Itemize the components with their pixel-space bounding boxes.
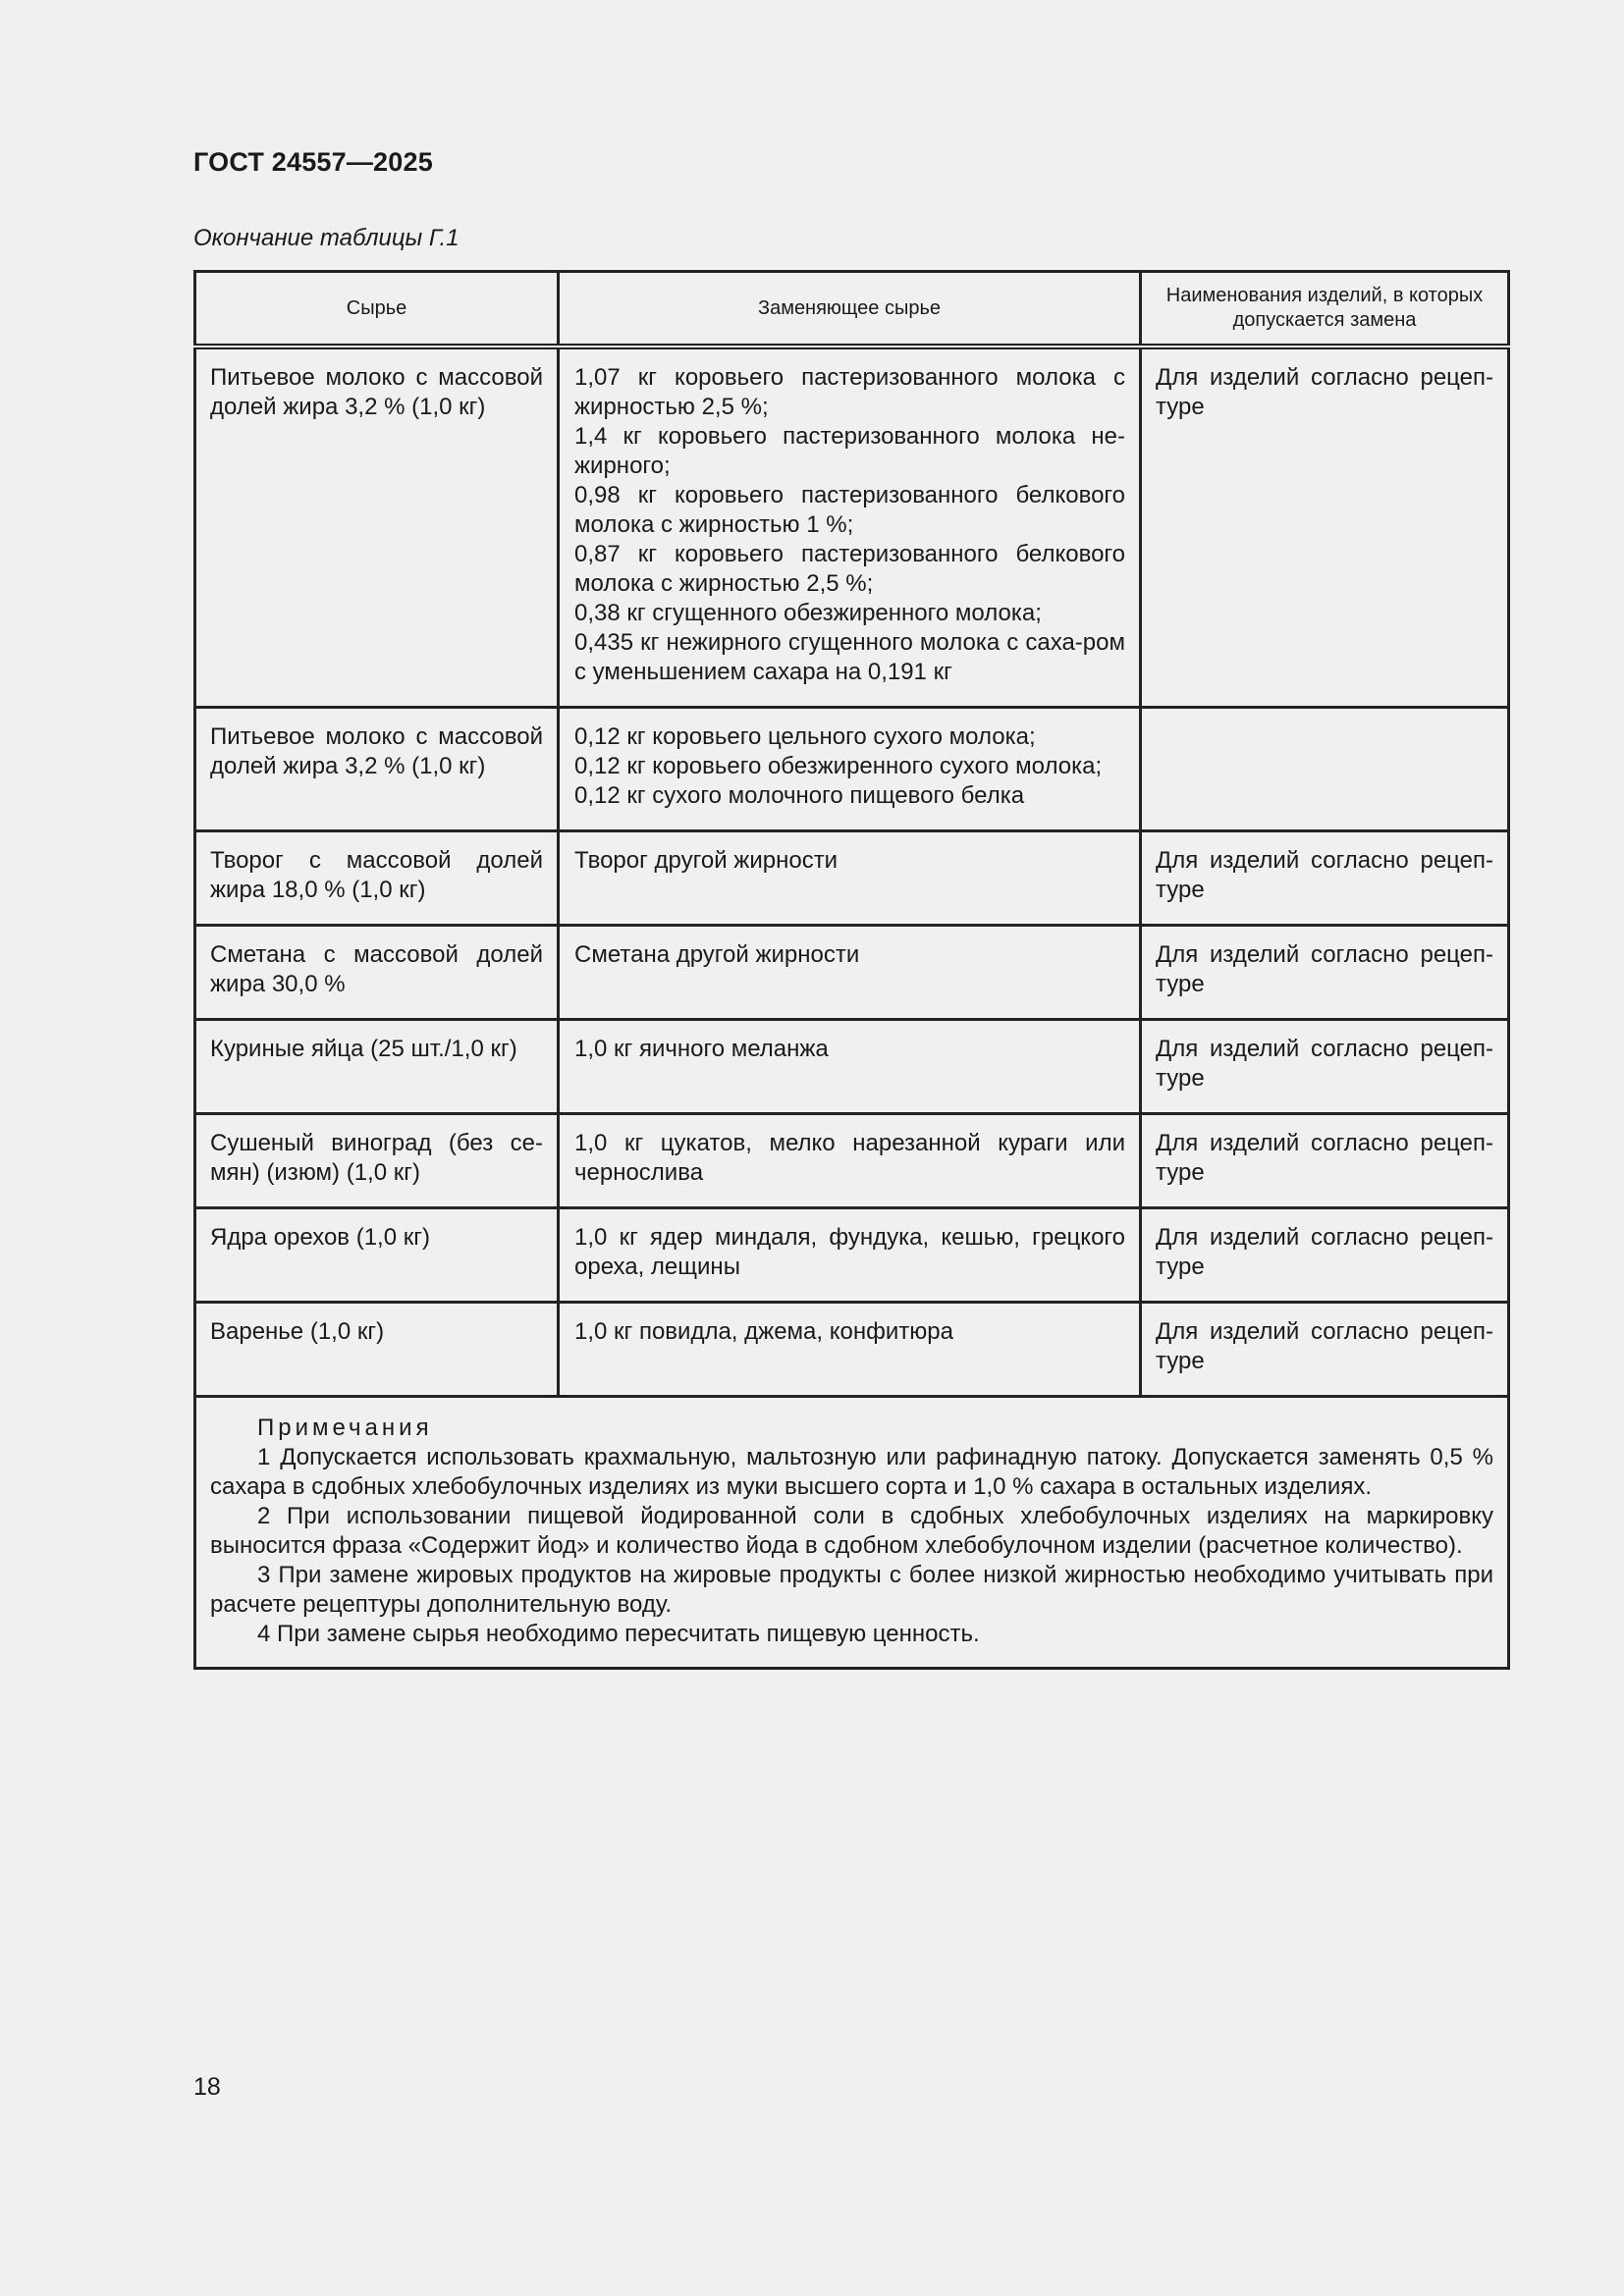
note-item: 2 При использовании пищевой йодированной соли в сдобных хлебобулочных изделиях на маркировку выносится фраза «Содержит йод» и количество йода в сдобном хлебобулочном изделии (расчетное количество).: [210, 1502, 1493, 1559]
products-cell: [1141, 830, 1509, 925]
substitute-line: 0,12 кг коровьего обезжиренного сухого молока;: [574, 752, 1103, 779]
raw-material-text: Варенье (1,0 кг): [210, 1317, 385, 1345]
products-cell: [1141, 707, 1509, 830]
substitute-cell: [559, 1207, 1141, 1302]
note-item: 3 При замене жировых продуктов на жировые продукты с более низкой жирностью необходимо учитывать при расчете рецептуры дополнительную воду.: [210, 1561, 1493, 1618]
substitute-line: 0,12 кг коровьего цельного сухого молока;: [574, 722, 1036, 750]
products-text: Для изделий согласно рецеп-туре: [1156, 1317, 1493, 1374]
raw-material-cell: [195, 1019, 559, 1113]
substitute-line: 1,0 кг ядер миндаля, фундука, кешью, грецкого ореха, лещины: [574, 1223, 1125, 1280]
raw-material-text: Питьевое молоко с массовой долей жира 3,2 % (1,0 кг): [210, 364, 543, 420]
table-header-row: [195, 272, 1509, 347]
table-row: [195, 347, 1509, 707]
substitute-line: 1,0 кг цукатов, мелко нарезанной кураги или чернослива: [574, 1129, 1125, 1186]
substitute-line: 0,87 кг коровьего пастеризованного белкового молока с жирностью 2,5 %;: [574, 541, 1125, 597]
substitute-line: Творог другой жирности: [574, 846, 839, 874]
table-row: [195, 1113, 1509, 1207]
raw-material-text: Питьевое молоко с массовой долей жира 3,2 % (1,0 кг): [210, 722, 543, 779]
products-cell: [1141, 1113, 1509, 1207]
substitute-line: 1,07 кг коровьего пастеризованного молока с жирностью 2,5 %;: [574, 364, 1125, 420]
notes-cell: [195, 1396, 1509, 1668]
substitute-cell: [559, 707, 1141, 830]
products-text: Для изделий согласно рецеп-туре: [1156, 1129, 1493, 1186]
document-header: ГОСТ 24557—2025: [193, 147, 433, 177]
products-cell: [1141, 1207, 1509, 1302]
raw-material-cell: [195, 707, 559, 830]
substitute-cell: [559, 925, 1141, 1019]
substitute-cell: [559, 1302, 1141, 1396]
page-number: 18: [193, 2073, 221, 2101]
table-row: [195, 1302, 1509, 1396]
products-cell: [1141, 1302, 1509, 1396]
substitution-table: [193, 270, 1510, 1670]
raw-material-text: Ядра орехов (1,0 кг): [210, 1223, 430, 1251]
products-cell: [1141, 925, 1509, 1019]
notes-row: [195, 1396, 1509, 1668]
substitute-cell: [559, 1019, 1141, 1113]
products-text: Для изделий согласно рецеп-туре: [1156, 1223, 1493, 1280]
substitute-cell: [559, 1113, 1141, 1207]
column-header-substitute: Заменяющее сырье: [559, 272, 1141, 347]
substitute-line: 0,435 кг нежирного сгущенного молока с саха-ром с уменьшением сахара на 0,191 кг: [574, 629, 1125, 685]
substitute-line: 1,0 кг яичного меланжа: [574, 1035, 829, 1062]
substitute-line: 0,12 кг сухого молочного пищевого белка: [574, 781, 1025, 809]
table-row: [195, 830, 1509, 925]
products-text: Для изделий согласно рецеп-туре: [1156, 846, 1493, 903]
raw-material-cell: [195, 925, 559, 1019]
raw-material-cell: [195, 830, 559, 925]
table-caption: Окончание таблицы Г.1: [193, 225, 460, 251]
raw-material-text: Сметана с массовой долей жира 30,0 %: [210, 940, 543, 997]
table-row: [195, 1207, 1509, 1302]
substitute-line: 0,38 кг сгущенного обезжиренного молока;: [574, 600, 1042, 626]
raw-material-text: Творог с массовой долей жира 18,0 % (1,0 кг): [210, 846, 543, 903]
products-cell: [1141, 347, 1509, 707]
table-row: [195, 925, 1509, 1019]
substitute-line: 1,0 кг повидла, джема, конфитюра: [574, 1317, 953, 1345]
raw-material-cell: [195, 1302, 559, 1396]
note-item: 4 При замене сырья необходимо пересчитать пищевую ценность.: [257, 1620, 980, 1647]
products-cell: [1141, 1019, 1509, 1113]
column-header-raw: Сырье: [195, 272, 559, 347]
notes-title: Примечания: [257, 1414, 433, 1441]
products-text: Для изделий согласно рецеп-туре: [1156, 364, 1493, 420]
raw-material-text: Куриные яйца (25 шт./1,0 кг): [210, 1035, 517, 1062]
table-row: [195, 707, 1509, 830]
note-item: 1 Допускается использовать крахмальную, мальтозную или рафинадную патоку. Допускается заменять 0,5 % сахара в сдобных хлебобулочных изделиях из муки высшего сорта и 1,0 % сахара в остальных изделиях.: [210, 1443, 1493, 1500]
raw-material-cell: [195, 1207, 559, 1302]
raw-material-cell: [195, 347, 559, 707]
substitute-line: 1,4 кг коровьего пастеризованного молока не-жирного;: [574, 423, 1125, 479]
products-text: Для изделий согласно рецеп-туре: [1156, 1035, 1493, 1092]
column-header-products: Наименования изделий, в которых допускается замена: [1141, 272, 1509, 347]
substitute-cell: [559, 830, 1141, 925]
substitute-cell: [559, 347, 1141, 707]
products-text: Для изделий согласно рецеп-туре: [1156, 940, 1493, 997]
raw-material-cell: [195, 1113, 559, 1207]
raw-material-text: Сушеный виноград (без се-мян) (изюм) (1,0 кг): [210, 1129, 543, 1186]
table-row: [195, 1019, 1509, 1113]
substitute-line: 0,98 кг коровьего пастеризованного белкового молока с жирностью 1 %;: [574, 482, 1125, 538]
substitute-line: Сметана другой жирности: [574, 940, 860, 968]
